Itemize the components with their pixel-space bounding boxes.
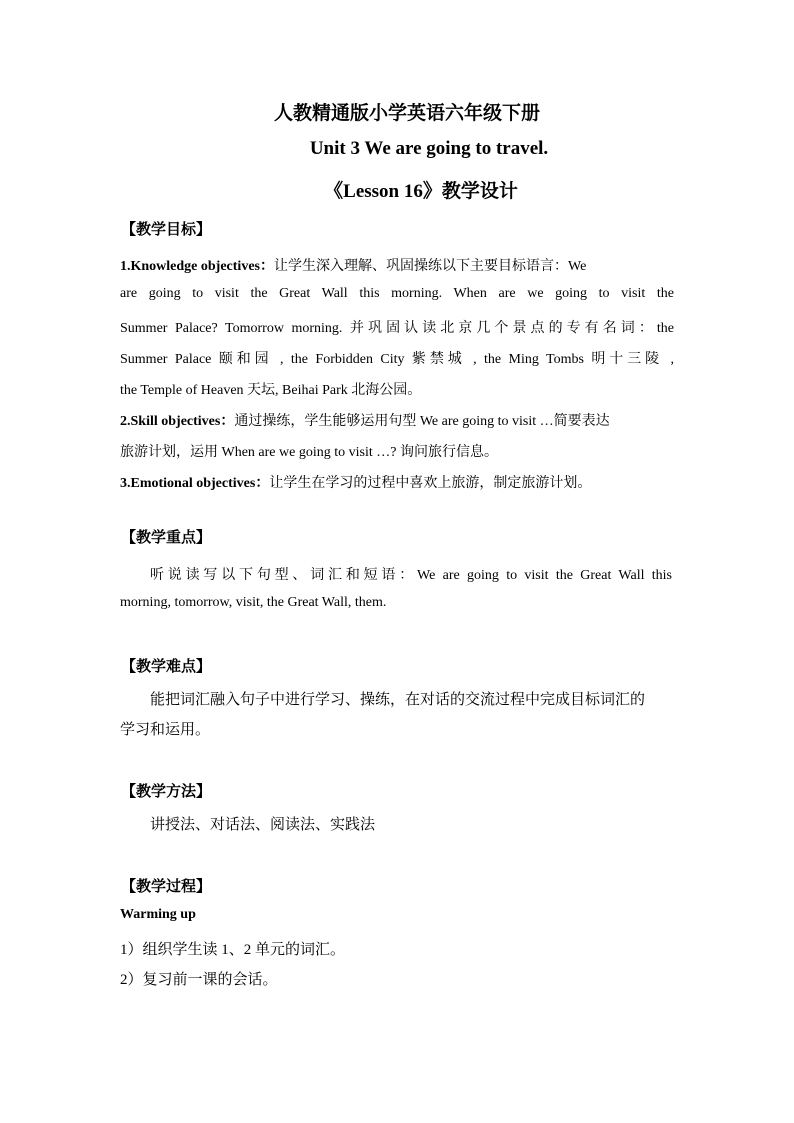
skill-objectives-text: 通过操练，学生能够运用句型 We are going to visit …简要表达 xyxy=(234,414,610,429)
process-heading: 【教学过程】 xyxy=(121,879,212,895)
document-title: 人教精通版小学英语六年级下册 xyxy=(273,103,540,124)
process-step-1: 1）组织学生读 1、2 单元的词汇。 xyxy=(120,942,346,958)
skill-objectives-line-2: 旅游计划，运用 When are we going to visit …? 询问旅行信息。 xyxy=(120,445,498,460)
unit-title: Unit 3 We are going to travel. xyxy=(309,138,549,159)
emotional-objectives-line xyxy=(120,472,591,492)
objectives-heading: 【教学目标】 xyxy=(121,222,212,238)
knowledge-objectives-text: 让学生深入理解、巩固操练以下主要目标语言：We xyxy=(273,259,587,274)
skill-objectives-line xyxy=(120,410,610,430)
knowledge-objectives-label: 1.Knowledge objectives： xyxy=(120,259,274,274)
process-step-2: 2）复习前一课的会话。 xyxy=(120,972,278,988)
difficulties-heading: 【教学难点】 xyxy=(121,659,212,675)
warming-up-label: Warming up xyxy=(120,907,196,922)
knowledge-objectives-line-5: the Temple of Heaven 天坛, Beihai Park 北海公园。 xyxy=(120,383,422,398)
key-points-line-1: 听说读写以下句型、词汇和短语：We are going to visit the Great Wall this xyxy=(150,568,672,583)
key-points-heading: 【教学重点】 xyxy=(121,530,212,546)
skill-objectives-label: 2.Skill objectives： xyxy=(120,414,235,429)
lesson-title: 《Lesson 16》教学设计 xyxy=(324,181,518,202)
methods-heading: 【教学方法】 xyxy=(121,784,212,800)
emotional-objectives-text: 让学生在学习的过程中喜欢上旅游，制定旅游计划。 xyxy=(269,476,592,491)
knowledge-objectives-line xyxy=(120,255,586,275)
key-points-line-2: morning, tomorrow, visit, the Great Wall, them. xyxy=(120,595,387,610)
knowledge-objectives-line-3: Summer Palace? Tomorrow morning. 并巩固认读北京几个景点的专有名词：the xyxy=(120,321,674,336)
emotional-objectives-label: 3.Emotional objectives： xyxy=(120,476,270,491)
difficulties-line-1: 能把词汇融入句子中进行学习、操练，在对话的交流过程中完成目标词汇的 xyxy=(150,692,646,708)
methods-text: 讲授法、对话法、阅读法、实践法 xyxy=(150,817,376,833)
knowledge-objectives-line-4: Summer Palace 颐和园 , the Forbidden City 紫禁城 , the Ming Tombs 明十三陵 , xyxy=(120,352,674,367)
difficulties-line-2: 学习和运用。 xyxy=(120,722,211,738)
knowledge-objectives-line-2: are going to visit the Great Wall this morning. When are we going to visit the xyxy=(120,286,674,301)
